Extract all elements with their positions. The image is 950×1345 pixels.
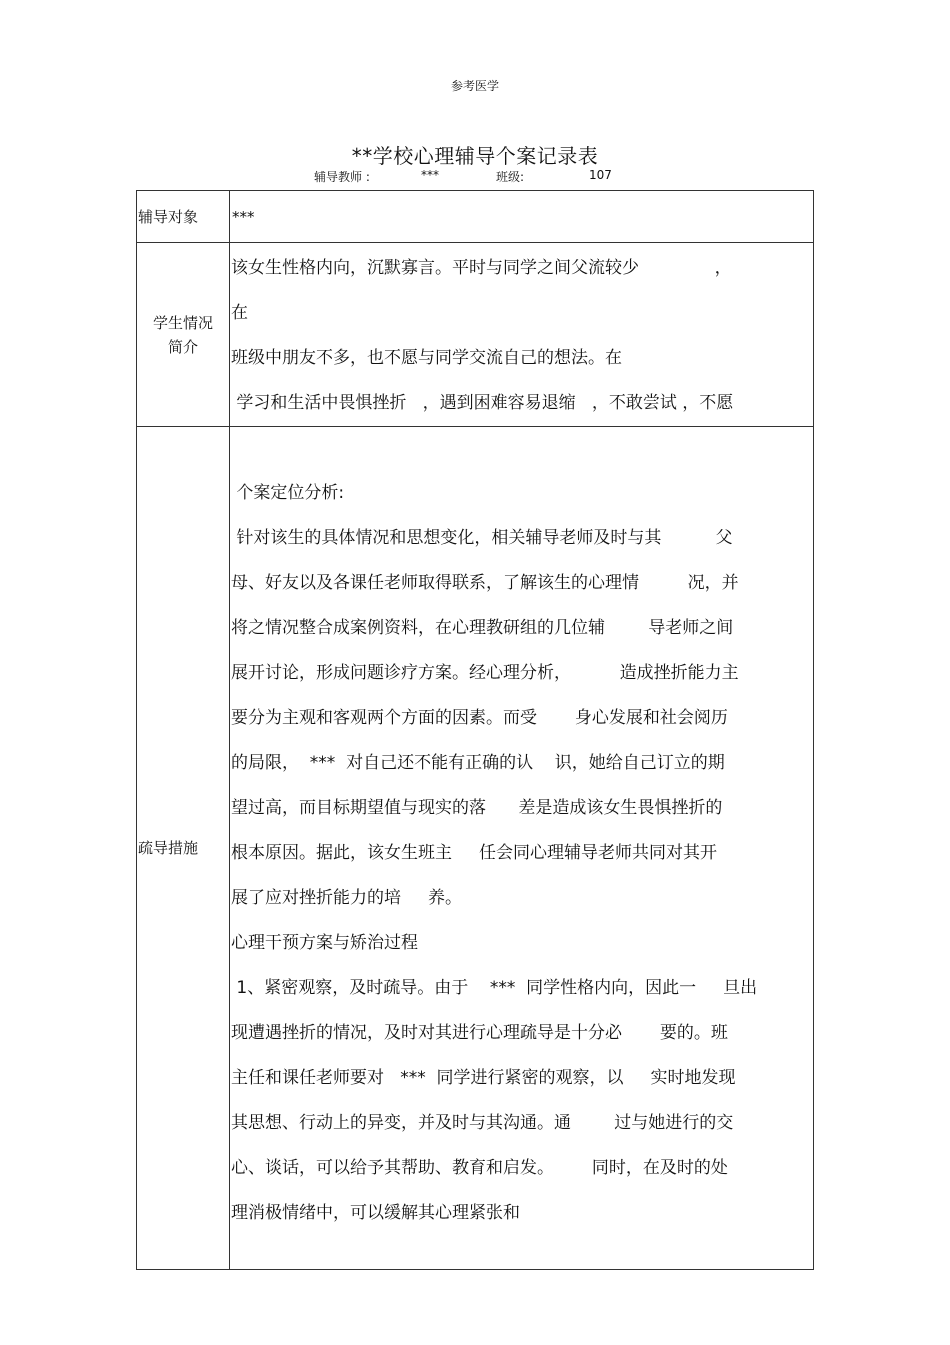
table-row-target [137,191,814,243]
teacher-value: *** [421,168,439,182]
measures-line: 主任和课任老师要对 *** 同学进行紧密的观察，以 实时地发现 [231,1068,736,1088]
measures-line: 根本原因。据此，该女生班主 任会同心理辅导老师共同对其开 [231,843,718,863]
measures-line: 要分为主观和客观两个方面的因素。而受 身心发展和社会阅历 [231,708,728,728]
intro-line: 学习和生活中畏惧挫折 ，遇到困难容易退缩 ，不敢尝试 ，不愿 [231,393,734,413]
measures-line: 展了应对挫折能力的培 养。 [231,888,463,908]
measures-label: 疏导措施 [137,427,230,1270]
measures-line: 其思想、行动上的异变，并及时与其沟通。通 过与她进行的交 [231,1113,734,1133]
teacher-label: 辅导教师 : [314,170,370,184]
measures-line: 心理干预方案与矫治过程 [231,933,418,953]
class-value: 107 [589,168,612,182]
intro-content [230,243,814,427]
table-row-intro [137,243,814,427]
measures-line: 的局限， *** 对自己还不能有正确的认 识，她给自己订立的期 [231,753,725,773]
measures-line: 理消极情绪中，可以缓解其心理紧张和 [231,1203,520,1223]
measures-line: 1、紧密观察，及时疏导。由于 *** 同学性格内向，因此一 旦出 [231,978,758,998]
class-label: 班级: [496,170,525,184]
measures-line: 心、谈话，可以给予其帮助、教育和启发。 同时，在及时的处 [231,1158,728,1178]
header-note: 参考医学 [450,79,499,93]
measures-line: 针对该生的具体情况和思想变化，相关辅导老师及时与其 父 [231,528,733,548]
intro-label-line1: 学生情况 [152,313,213,332]
measures-line: 展开讨论，形成问题诊疗方案。经心理分析， 造成挫折能力主 [231,663,739,683]
record-table [136,190,814,1270]
table-row-measures [137,427,814,1270]
measures-line: 将之情况整合成案例资料，在心理教研组的几位辅 导老师之间 [231,618,734,638]
target-label: 辅导对象 [137,191,230,243]
measures-line: 望过高，而目标期望值与现实的落 差是造成该女生畏惧挫折的 [231,798,723,818]
page-title: **学校心理辅导个案记录表 [351,144,599,168]
target-value: *** [230,191,814,243]
intro-label-line2: 简介 [167,337,198,356]
intro-line: 班级中朋友不多，也不愿与同学交流自己的想法。在 [231,348,622,368]
intro-label [137,243,230,427]
intro-line: 在 [231,303,248,323]
measures-line: 个案定位分析: [231,483,345,503]
measures-line: 母、好友以及各课任老师取得联系，了解该生的心理情 况，并 [231,573,739,593]
intro-line: 该女生性格内向，沉默寡言。平时与同学之间父流较少 ， [231,258,732,278]
measures-line: 现遭遇挫折的情况，及时对其进行心理疏导是十分必 要的。班 [231,1023,728,1043]
measures-content [230,427,814,1270]
